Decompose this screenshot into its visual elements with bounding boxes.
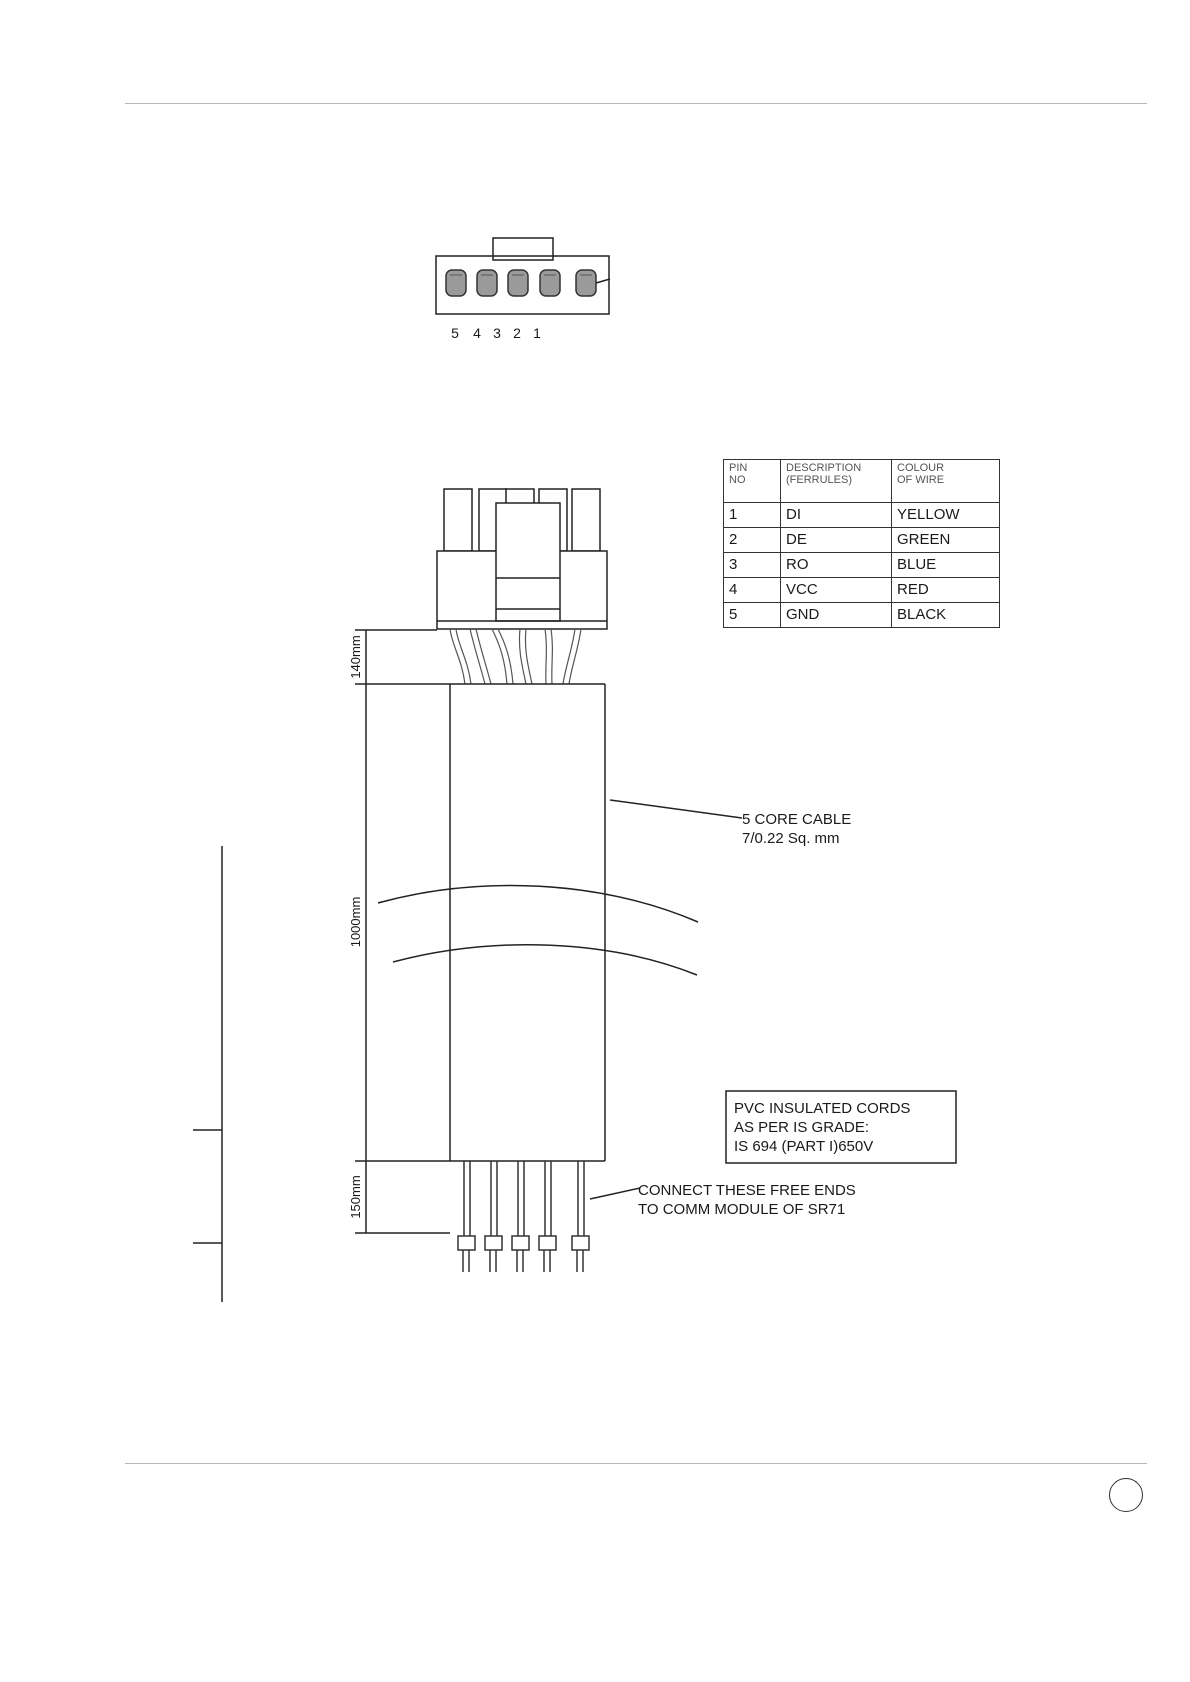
pin-number-5: 5 <box>451 325 459 341</box>
table-row <box>724 578 1000 603</box>
pin-number-3: 3 <box>493 325 501 341</box>
description-cell: DE <box>781 528 892 553</box>
description-cell: DI <box>781 503 892 528</box>
table-row <box>724 503 1000 528</box>
colour-cell: GREEN <box>892 528 1000 553</box>
cable-label <box>742 811 851 847</box>
ferrule-4 <box>539 1236 556 1250</box>
pin-table-header <box>724 460 1000 503</box>
colour-cell: RED <box>892 578 1000 603</box>
dimension-1000mm: 1000mm <box>348 896 363 948</box>
header-pin-no: PIN NO <box>724 460 781 503</box>
cable-label-line1: 5 CORE CABLE <box>742 811 852 828</box>
colour-cell: BLACK <box>892 603 1000 628</box>
colour-cell: BLUE <box>892 553 1000 578</box>
pin-cell: 3 <box>724 553 781 578</box>
pin-number-1: 1 <box>533 325 541 341</box>
description-cell: GND <box>781 603 892 628</box>
dimension-labels <box>348 635 363 1218</box>
pin-table <box>723 459 1000 628</box>
connector-latch-side <box>496 503 560 621</box>
connect-label <box>638 1182 856 1218</box>
header-colour: COLOUR OF WIRE <box>892 460 1000 503</box>
description-cell: RO <box>781 553 892 578</box>
table-row <box>724 553 1000 578</box>
break-line-upper <box>378 885 698 922</box>
colour-cell: YELLOW <box>892 503 1000 528</box>
dimension-lines <box>193 630 450 1302</box>
ferrule-5 <box>572 1236 589 1250</box>
header-description: DESCRIPTION (FERRULES) <box>781 460 892 503</box>
dimension-140mm: 140mm <box>348 635 363 679</box>
pin-cell: 5 <box>724 603 781 628</box>
table-row <box>724 528 1000 553</box>
pin-cell: 1 <box>724 503 781 528</box>
connector-pin-slots <box>446 270 596 296</box>
table-row <box>724 603 1000 628</box>
leader-lines <box>590 800 742 1199</box>
dimension-150mm: 150mm <box>348 1175 363 1219</box>
connect-label-line1: CONNECT THESE FREE ENDS <box>638 1182 856 1199</box>
pvc-label-line1: PVC INSULATED CORDS <box>734 1100 911 1117</box>
pvc-label-line3: IS 694 (PART I)650V <box>734 1138 874 1155</box>
connector-side-view <box>437 489 607 629</box>
pin-cell: 2 <box>724 528 781 553</box>
pvc-label <box>734 1100 910 1155</box>
ferrule-3 <box>512 1236 529 1250</box>
break-line-lower <box>393 945 697 975</box>
ferrule-1 <box>458 1236 475 1250</box>
connector-face-view <box>436 238 610 314</box>
pin-number-4: 4 <box>473 325 481 341</box>
connector-pin-numbers <box>451 325 541 341</box>
pin-cell: 4 <box>724 578 781 603</box>
cable-body <box>378 684 698 1161</box>
description-cell: VCC <box>781 578 892 603</box>
cable-label-line2: 7/0.22 Sq. mm <box>742 830 840 847</box>
free-end-wires <box>458 1161 589 1272</box>
connect-label-line2: TO COMM MODULE OF SR71 <box>638 1201 846 1218</box>
ferrule-2 <box>485 1236 502 1250</box>
page-number-badge <box>1109 1478 1143 1512</box>
pin-number-2: 2 <box>513 325 521 341</box>
connector-wires <box>450 629 581 684</box>
pvc-label-line2: AS PER IS GRADE: <box>734 1119 870 1136</box>
